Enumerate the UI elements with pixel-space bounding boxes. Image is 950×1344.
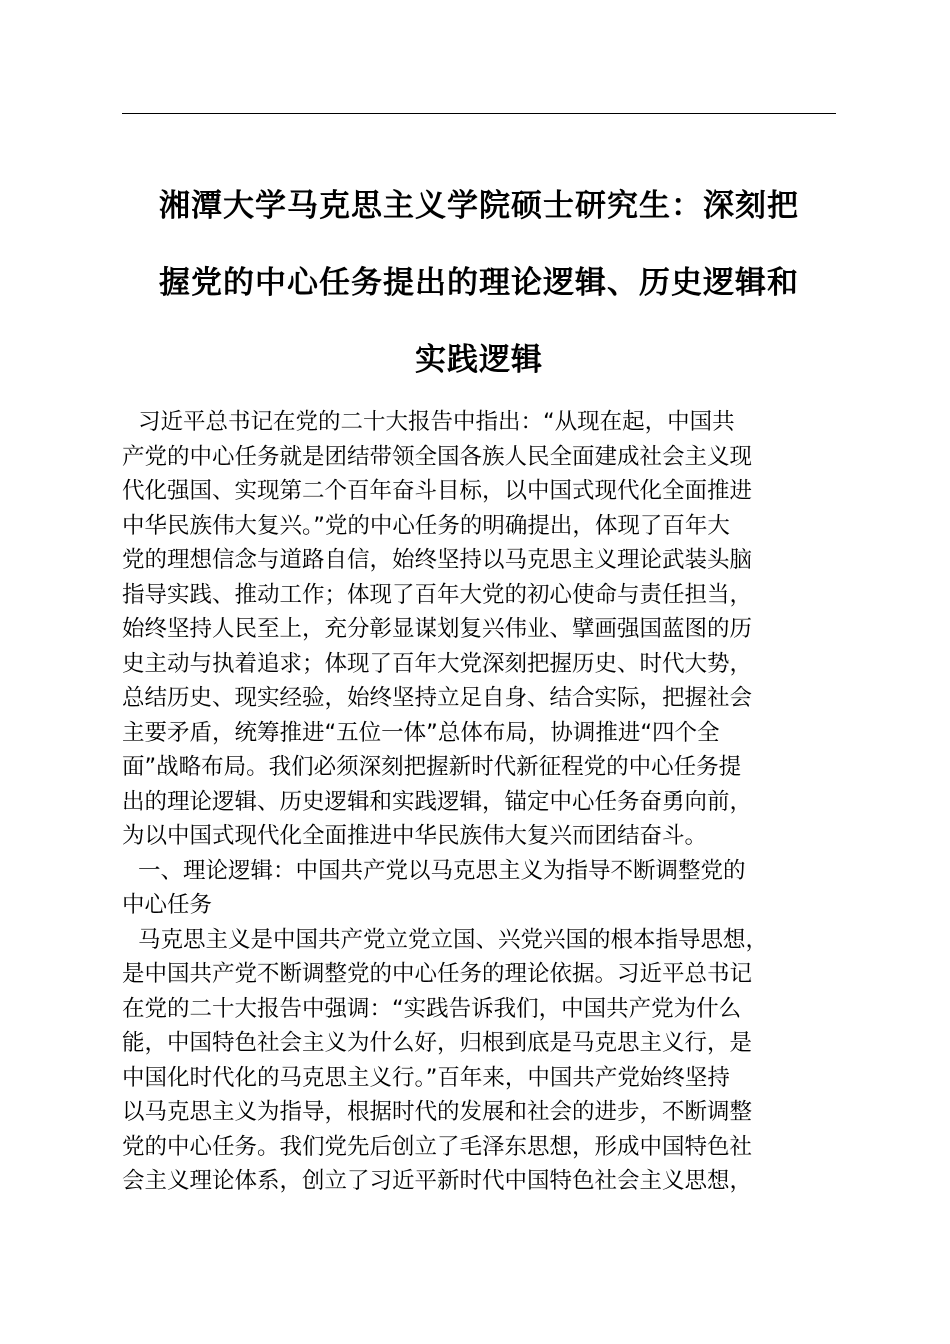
body-line: 党的理想信念与道路自信，始终坚持以马克思主义理论武装头脑 <box>122 547 753 573</box>
body-line: 始终坚持人民至上，充分彰显谋划复兴伟业、擘画强国蓝图的历 <box>122 616 753 642</box>
header-rule <box>122 113 836 114</box>
body-line: 总结历史、现实经验，始终坚持立足自身、结合实际，把握社会 <box>122 685 753 711</box>
body-line: 主要矛盾，统筹推进“五位一体”总体布局，协调推进“四个全 <box>122 719 720 746</box>
body-line: 是中国共产党不断调整党的中心任务的理论依据。习近平总书记 <box>122 961 753 987</box>
body-line: 指导实践、推动工作；体现了百年大党的初心使命与责任担当， <box>122 581 753 608</box>
body-line: 中华民族伟大复兴。”党的中心任务的明确提出，体现了百年大 <box>122 512 730 539</box>
body-line: 党的中心任务。我们党先后创立了毛泽东思想，形成中国特色社 <box>122 1133 753 1160</box>
body-line: 史主动与执着追求；体现了百年大党深刻把握历史、时代大势， <box>122 650 753 677</box>
section-heading-line: 一、理论逻辑：中国共产党以马克思主义为指导不断调整党的 <box>138 857 746 884</box>
body-line: 为以中国式现代化全面推进中华民族伟大复兴而团结奋斗。 <box>122 823 708 849</box>
body-line: 会主义理论体系，创立了习近平新时代中国特色社会主义思想， <box>122 1168 753 1194</box>
body-line: 产党的中心任务就是团结带领全国各族人民全面建成社会主义现 <box>122 443 753 470</box>
body-line: 马克思主义是中国共产党立党立国、兴党兴国的根本指导思想， <box>138 926 769 953</box>
body-line: 能，中国特色社会主义为什么好，归根到底是马克思主义行，是 <box>122 1030 753 1056</box>
document-body <box>122 405 842 1199</box>
body-line: 出的理论逻辑、历史逻辑和实践逻辑，锚定中心任务奋勇向前， <box>122 788 753 815</box>
section-heading-line: 中心任务 <box>122 892 213 918</box>
title-line: 握党的中心任务提出的理论逻辑、历史逻辑和 <box>159 265 799 301</box>
body-line: 中国化时代化的马克思主义行。”百年来，中国共产党始终坚持 <box>122 1064 730 1091</box>
title-line: 湘潭大学马克思主义学院硕士研究生：深刻把 <box>159 188 799 224</box>
body-line: 面”战略布局。我们必须深刻把握新时代新征程党的中心任务提 <box>122 754 742 780</box>
body-line: 习近平总书记在党的二十大报告中指出：“从现在起，中国共 <box>138 409 735 435</box>
body-line: 以马克思主义为指导，根据时代的发展和社会的进步，不断调整 <box>122 1099 753 1125</box>
body-line: 在党的二十大报告中强调：“实践告诉我们，中国共产党为什么 <box>122 995 742 1022</box>
title-line: 实践逻辑 <box>415 342 543 378</box>
body-line: 代化强国、实现第二个百年奋斗目标，以中国式现代化全面推进 <box>122 478 753 504</box>
document-title <box>122 168 836 399</box>
